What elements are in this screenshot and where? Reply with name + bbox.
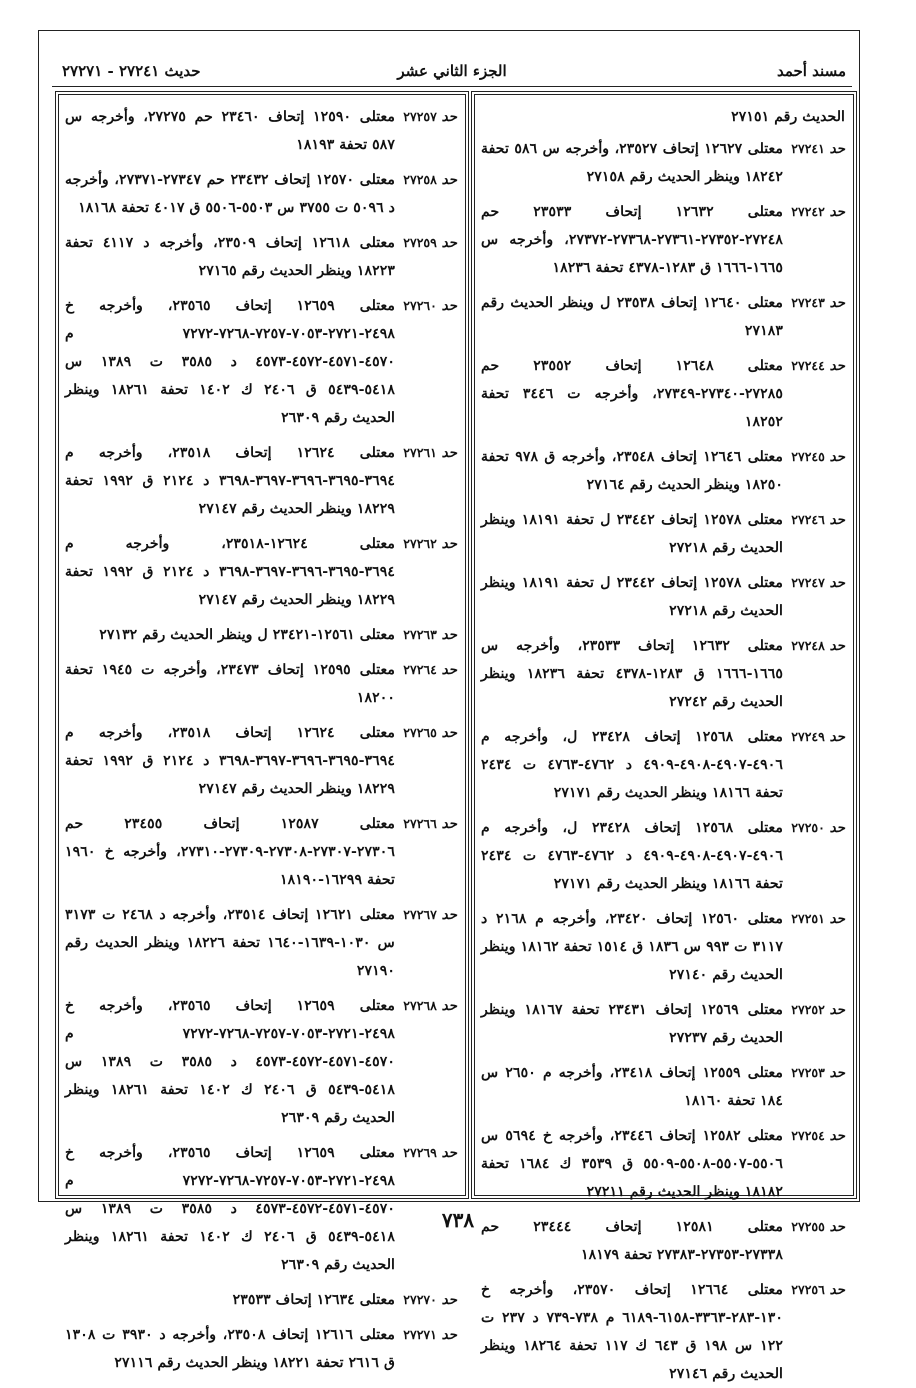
entry-marker-label: حد: [829, 512, 845, 528]
entry-number: ٢٧٢٦٥: [403, 725, 437, 740]
entry-text: معتلى ١٢٥٦٨ إتحاف ٢٣٤٢٨ ل، وأخرجه م ٤٩٠٦-٤٩٠٧-٤٩٠٨-٤٩٠٩ د ٤٧٦٢-٤٧٦٣ ت ٢٤٣٤ تحفة ١٨١٦٦ وينظر الحديث رقم ٢٧١٧١: [481, 820, 783, 892]
hadith-entry: [65, 292, 457, 432]
hadith-entry: [481, 1276, 845, 1388]
hadith-entry: [65, 1321, 457, 1377]
entry-number: ٢٧٢٦٣: [403, 627, 437, 642]
entry-marker: [791, 632, 845, 660]
entry-marker: [791, 352, 845, 380]
entry-marker-label: حد: [441, 298, 457, 314]
hadith-entry: [481, 506, 845, 562]
entry-marker-label: حد: [829, 141, 845, 157]
entry-number: ٢٧٢٤٩: [791, 729, 825, 744]
hadith-entry: [481, 443, 845, 499]
entry-text: معتلى ١٢٥٩٥ إتحاف ٢٣٤٧٣، وأخرجه ت ١٩٤٥ تحفة ١٨٢٠٠: [65, 662, 395, 706]
entry-marker-label: حد: [441, 907, 457, 923]
entry-marker-label: حد: [829, 729, 845, 745]
entry-number: ٢٧٢٤٨: [791, 638, 825, 653]
entry-marker: [403, 1286, 457, 1314]
entry-number: ٢٧٢٦١: [403, 445, 437, 460]
entry-text: معتلى ١٢٥٧٨ إتحاف ٢٣٤٤٢ ل تحفة ١٨١٩١ وينظر الحديث رقم ٢٧٢١٨: [481, 512, 783, 556]
entry-text: معتلى ١٢٦١٨ إتحاف ٢٣٥٠٩، وأخرجه د ٤١١٧ تحفة ١٨٢٢٣ وينظر الحديث رقم ٢٧١٦٥: [65, 235, 395, 279]
entry-text: معتلى ١٢٦٥٩ إتحاف ٢٣٥٦٥، وأخرجه خ ٢٤٩٨-٢٧٢١-٧٠٥٣-٧٢٥٧-٧٢٦٨-٧٢٧٢ م ٤٥٧٠-٤٥٧١-٤٥٧٢-٤٥٧٣ د ٣٥٨٥ ت ١٣٨٩ س ٥٤١٨-٥٤٣٩ ق ٢٤٠٦ ك ١٤٠٢ تحفة ١٨٢٦١ وينظر الحديث رقم ٢٦٣٠٩: [65, 298, 395, 426]
entry-marker: [403, 992, 457, 1020]
entry-marker: [791, 1122, 845, 1150]
hadith-entry: [481, 905, 845, 989]
entry-marker: [791, 996, 845, 1024]
hadith-entry: [481, 569, 845, 625]
right-entries: [481, 135, 845, 1388]
entry-marker-label: حد: [441, 172, 457, 188]
entry-marker: [791, 905, 845, 933]
entry-text: معتلى ١٢٦٥٩ إتحاف ٢٣٥٦٥، وأخرجه خ ٢٤٩٨-٢٧٢١-٧٠٥٣-٧٢٥٧-٧٢٦٨-٧٢٧٢ م ٤٥٧٠-٤٥٧١-٤٥٧٢-٤٥٧٣ د ٣٥٨٥ ت ١٣٨٩ س ٥٤١٨-٥٤٣٩ ق ٢٤٠٦ ك ١٤٠٢ تحفة ١٨٢٦١ وينظر الحديث رقم ٢٦٣٠٩: [65, 1145, 395, 1273]
entry-marker: [403, 810, 457, 838]
continued-line: الحديث رقم ٢٧١٥١: [731, 109, 845, 125]
entry-number: ٢٧٢٤٦: [791, 512, 825, 527]
entry-marker-label: حد: [829, 820, 845, 836]
entry-marker: [403, 901, 457, 929]
hadith-entry: [481, 289, 845, 345]
entry-number: ٢٧٢٥٣: [791, 1065, 825, 1080]
entry-marker-label: حد: [829, 295, 845, 311]
hadith-entry: [481, 814, 845, 898]
entry-marker-label: حد: [829, 1219, 845, 1235]
header-hadith-range: حديث ٢٧٢٤١ - ٢٧٢٧١: [62, 62, 201, 80]
entry-marker-label: حد: [829, 638, 845, 654]
entry-number: ٢٧٢٥٦: [791, 1282, 825, 1297]
entry-text: معتلى ١٢٦٣٤ إتحاف ٢٣٥٣٣: [232, 1292, 395, 1308]
entry-marker: [791, 1276, 845, 1304]
entry-number: ٢٧٢٦٦: [403, 816, 437, 831]
entry-number: ٢٧٢٥٤: [791, 1128, 825, 1143]
right-column: [474, 94, 854, 1382]
entry-number: ٢٧٢٥٢: [791, 1002, 825, 1017]
entry-text: معتلى ١٢٦٤٠ إتحاف ٢٣٥٣٨ ل وينظر الحديث رقم ٢٧١٨٣: [481, 295, 783, 339]
entry-marker-label: حد: [829, 575, 845, 591]
entry-number: ٢٧٢٦٢: [403, 536, 437, 551]
hadith-entry: [481, 996, 845, 1052]
hadith-entry: [65, 439, 457, 523]
entry-text: معتلى ١٢٦٦٤ إتحاف ٢٣٥٧٠، وأخرجه خ ١٣٠-٢٨٣-٣٣٦٣-٦١٥٨-٦١٨٩ م ٧٣٨-٧٣٩ د ٢٣٧ ت ١٢٢ س ١٩٨ ق ٦٤٣ ك ١١٧ تحفة ١٨٢٦٤ وينظر الحديث رقم ٢٧١٤٦: [481, 1282, 784, 1382]
hadith-entry: [481, 198, 845, 282]
entry-marker-label: حد: [829, 1065, 845, 1081]
entry-marker-label: حد: [829, 1282, 845, 1298]
entry-marker: [791, 814, 845, 842]
entry-number: ٢٧٢٥٥: [791, 1219, 825, 1234]
hadith-entry: [65, 103, 457, 159]
entry-number: ٢٧٢٤٧: [791, 575, 825, 590]
entry-marker-label: حد: [829, 1128, 845, 1144]
entry-text: معتلى ١٢٥٧٠ إتحاف ٢٣٤٣٢ حم ٢٧٣٤٧-٢٧٣٧١، وأخرجه د ٥٠٩٦ ت ٣٧٥٥ س ٥٥٠٣-٥٥٠٦ ق ٤٠١٧ تحفة ١٨١٦٨: [65, 172, 395, 216]
entry-marker-label: حد: [441, 998, 457, 1014]
hadith-entry: [65, 229, 457, 285]
entry-text: معتلى ١٢٥٧٨ إتحاف ٢٣٤٤٢ ل تحفة ١٨١٩١ وينظر الحديث رقم ٢٧٢١٨: [481, 575, 783, 619]
hadith-entry: [481, 352, 845, 436]
entry-number: ٢٧٢٥٧: [403, 109, 437, 124]
entry-text: معتلى ١٢٦٤٦ إتحاف ٢٣٥٤٨، وأخرجه ق ٩٧٨ تحفة ١٨٢٥٠ وينظر الحديث رقم ٢٧١٦٤: [481, 449, 783, 493]
entry-number: ٢٧٢٦٨: [403, 998, 437, 1013]
hadith-entry: [65, 621, 457, 649]
entry-number: ٢٧٢٥٠: [791, 820, 825, 835]
entry-marker: [403, 621, 457, 649]
entry-text: معتلى ١٢٥٦٩ إتحاف ٢٣٤٣١ تحفة ١٨١٦٧ وينظر الحديث رقم ٢٧٢٣٧: [481, 1002, 783, 1046]
entry-number: ٢٧٢٤٣: [791, 295, 825, 310]
entry-marker: [791, 1059, 845, 1087]
entry-marker: [403, 166, 457, 194]
header-volume: الجزء الثاني عشر: [397, 62, 507, 80]
entry-marker-label: حد: [441, 445, 457, 461]
entry-marker: [791, 506, 845, 534]
entry-marker: [403, 1321, 457, 1349]
entry-text: معتلى ١٢٥٩٠ إتحاف ٢٣٤٦٠ حم ٢٧٢٧٥، وأخرجه س ٥٨٧ تحفة ١٨١٩٣: [65, 109, 395, 153]
entry-marker: [403, 530, 457, 558]
entry-marker-label: حد: [441, 536, 457, 552]
entry-marker-label: حد: [441, 1292, 457, 1308]
entry-marker-label: حد: [829, 911, 845, 927]
entry-marker: [791, 569, 845, 597]
entry-marker-label: حد: [829, 204, 845, 220]
hadith-entry: [481, 723, 845, 807]
entry-marker-label: حد: [441, 816, 457, 832]
entry-number: ٢٧٢٥١: [791, 911, 825, 926]
left-entries: [65, 103, 457, 1377]
entry-marker: [403, 229, 457, 257]
entry-number: ٢٧٢٦٧: [403, 907, 437, 922]
entry-text: معتلى ١٢٦٢٤ إتحاف ٢٣٥١٨، وأخرجه م ٣٦٩٤-٣٦٩٥-٣٦٩٦-٣٦٩٧-٣٦٩٨ د ٢١٢٤ ق ١٩٩٢ تحفة ١٨٢٢٩ وينظر الحديث رقم ٢٧١٤٧: [65, 725, 395, 797]
entry-marker-label: حد: [829, 449, 845, 465]
entry-marker-label: حد: [441, 1145, 457, 1161]
entry-marker-label: حد: [441, 662, 457, 678]
hadith-entry: [65, 530, 457, 614]
entry-number: ٢٧٢٧١: [403, 1327, 437, 1342]
entry-marker: [403, 656, 457, 684]
entry-marker: [791, 135, 845, 163]
entry-text: معتلى ١٢٥٨٢ إتحاف ٢٣٤٤٦، وأخرجه خ ٥٦٩٤ س ٥٥٠٦-٥٥٠٧-٥٥٠٨-٥٥٠٩ ق ٣٥٣٩ ك ١٦٨٤ تحفة ١٨١٨٢ وينظر الحديث رقم ٢٧٢١١: [481, 1128, 784, 1200]
entry-number: ٢٧٢٦٤: [403, 662, 437, 677]
entry-marker: [791, 723, 845, 751]
entry-text: معتلى ١٢٦٣٢ إتحاف ٢٣٥٣٣ حم ٢٧٢٤٨-٢٧٣٥٢-٢٧٣٦١-٢٧٣٦٨-٢٧٣٧٢، وأخرجه س ١٦٦٥-١٦٦٦ ق ١٢٨٣-٤٣٧٨ تحفة ١٨٢٣٦: [481, 204, 784, 276]
entry-number: ٢٧٢٦٩: [403, 1145, 437, 1160]
entry-marker-label: حد: [441, 1327, 457, 1343]
entry-number: ٢٧٢٧٠: [403, 1292, 437, 1307]
entry-text: معتلى ١٢٥٦٠ إتحاف ٢٣٤٢٠، وأخرجه م ٢١٦٨ د ٣١١٧ ت ٩٩٣ س ١٨٣٦ ق ١٥١٤ تحفة ١٨١٦٢ وينظر الحديث رقم ٢٧١٤٠: [481, 911, 783, 983]
header-book-title: مسند أحمد: [776, 62, 846, 80]
entry-number: ٢٧٢٤١: [791, 141, 825, 156]
hadith-entry: [65, 901, 457, 985]
entry-marker: [403, 1139, 457, 1167]
entry-marker: [791, 289, 845, 317]
entry-text: معتلى ١٢٥٦٨ إتحاف ٢٣٤٢٨ ل، وأخرجه م ٤٩٠٦-٤٩٠٧-٤٩٠٨-٤٩٠٩ د ٤٧٦٢-٤٧٦٣ ت ٢٤٣٤ تحفة ١٨١٦٦ وينظر الحديث رقم ٢٧١٧١: [481, 729, 783, 801]
hadith-entry: [65, 656, 457, 712]
entry-text: معتلى ١٢٦٢٤-٢٣٥١٨، وأخرجه م ٣٦٩٤-٣٦٩٥-٣٦٩٦-٣٦٩٧-٣٦٩٨ د ٢١٢٤ ق ١٩٩٢ تحفة ١٨٢٢٩ وينظر الحديث رقم ٢٧١٤٧: [65, 536, 396, 608]
hadith-entry: [481, 632, 845, 716]
entry-marker: [791, 443, 845, 471]
hadith-entry: [65, 166, 457, 222]
entry-marker: [791, 198, 845, 226]
header-rule: [52, 86, 852, 87]
hadith-entry: [481, 135, 845, 191]
entry-text: معتلى ١٢٥٥٩ إتحاف ٢٣٤١٨، وأخرجه م ٢٦٥٠ س ١٨٤ تحفة ١٨١٦٠: [481, 1065, 784, 1109]
entry-marker: [403, 719, 457, 747]
entry-number: ٢٧٢٥٩: [403, 235, 437, 250]
entry-text: معتلى ١٢٥٦١-٢٣٤٢١ ل وينظر الحديث رقم ٢٧١٣٢: [99, 627, 395, 643]
hadith-entry: [65, 992, 457, 1132]
entry-text: معتلى ١٢٦٢٧ إتحاف ٢٣٥٢٧، وأخرجه س ٥٨٦ تحفة ١٨٢٤٢ وينظر الحديث رقم ٢٧١٥٨: [481, 141, 783, 185]
entry-number: ٢٧٢٥٨: [403, 172, 437, 187]
hadith-entry: [65, 810, 457, 894]
entry-text: معتلى ١٢٦٢١ إتحاف ٢٣٥١٤، وأخرجه د ٢٤٦٨ ت ٣١٧٣ س ١٠٣٠-١٦٣٩-١٦٤٠ تحفة ١٨٢٢٦ وينظر الحديث رقم ٢٧١٩٠: [65, 907, 395, 979]
entry-marker: [403, 103, 457, 131]
entry-text: معتلى ١٢٥٨٧ إتحاف ٢٣٤٥٥ حم ٢٧٣٠٦-٢٧٣٠٧-٢٧٣٠٨-٢٧٣٠٩-٢٧٣١٠، وأخرجه خ ١٩٦٠ تحفة ١٦٢٩٩-١٨١٩٠: [65, 816, 396, 888]
entry-text: معتلى ١٢٦٥٩ إتحاف ٢٣٥٦٥، وأخرجه خ ٢٤٩٨-٢٧٢١-٧٠٥٣-٧٢٥٧-٧٢٦٨-٧٢٧٢ م ٤٥٧٠-٤٥٧١-٤٥٧٢-٤٥٧٣ د ٣٥٨٥ ت ١٣٨٩ س ٥٤١٨-٥٤٣٩ ق ٢٤٠٦ ك ١٤٠٢ تحفة ١٨٢٦١ وينظر الحديث رقم ٢٦٣٠٩: [65, 998, 395, 1126]
running-header: [52, 58, 852, 86]
entry-text: معتلى ١٢٦١٦ إتحاف ٢٣٥٠٨، وأخرجه د ٣٩٣٠ ت ١٣٠٨ ق ٢٦١٦ تحفة ١٨٢٢١ وينظر الحديث رقم ٢٧١١٦: [65, 1327, 395, 1371]
entry-text: معتلى ١٢٦٣٢ إتحاف ٢٣٥٣٣، وأخرجه س ١٦٦٥-١٦٦٦ ق ١٢٨٣-٤٣٧٨ تحفة ١٨٢٣٦ وينظر الحديث رقم ٢٧٢٤٢: [481, 638, 784, 710]
entry-marker: [403, 439, 457, 467]
entry-marker-label: حد: [829, 1002, 845, 1018]
entry-marker-label: حد: [441, 627, 457, 643]
entry-marker: [403, 292, 457, 320]
entry-marker-label: حد: [829, 358, 845, 374]
entry-number: ٢٧٢٤٥: [791, 449, 825, 464]
hadith-entry: [65, 1286, 457, 1314]
entry-marker-label: حد: [441, 109, 457, 125]
entry-marker-label: حد: [441, 725, 457, 741]
hadith-entry: [481, 1059, 845, 1115]
entry-marker-label: حد: [441, 235, 457, 251]
entry-text: معتلى ١٢٦٢٤ إتحاف ٢٣٥١٨، وأخرجه م ٣٦٩٤-٣٦٩٥-٣٦٩٦-٣٦٩٧-٣٦٩٨ د ٢١٢٤ ق ١٩٩٢ تحفة ١٨٢٢٩ وينظر الحديث رقم ٢٧١٤٧: [65, 445, 395, 517]
page-number: ٧٣٨: [441, 1208, 475, 1232]
entry-number: ٢٧٢٦٠: [403, 298, 437, 313]
hadith-entry: [65, 719, 457, 803]
entry-text: معتلى ١٢٥٨١ إتحاف ٢٣٤٤٤ حم ٢٧٣٣٨-٢٧٣٥٣-٢٧٣٨٣ تحفة ١٨١٧٩: [481, 1219, 784, 1263]
entry-number: ٢٧٢٤٤: [791, 358, 825, 373]
entry-text: معتلى ١٢٦٤٨ إتحاف ٢٣٥٥٢ حم ٢٧٢٨٥-٢٧٣٤٠-٢٧٣٤٩، وأخرجه ت ٣٤٤٦ تحفة ١٨٢٥٢: [481, 358, 784, 430]
entry-number: ٢٧٢٤٢: [791, 204, 825, 219]
hadith-entry: [481, 1122, 845, 1206]
